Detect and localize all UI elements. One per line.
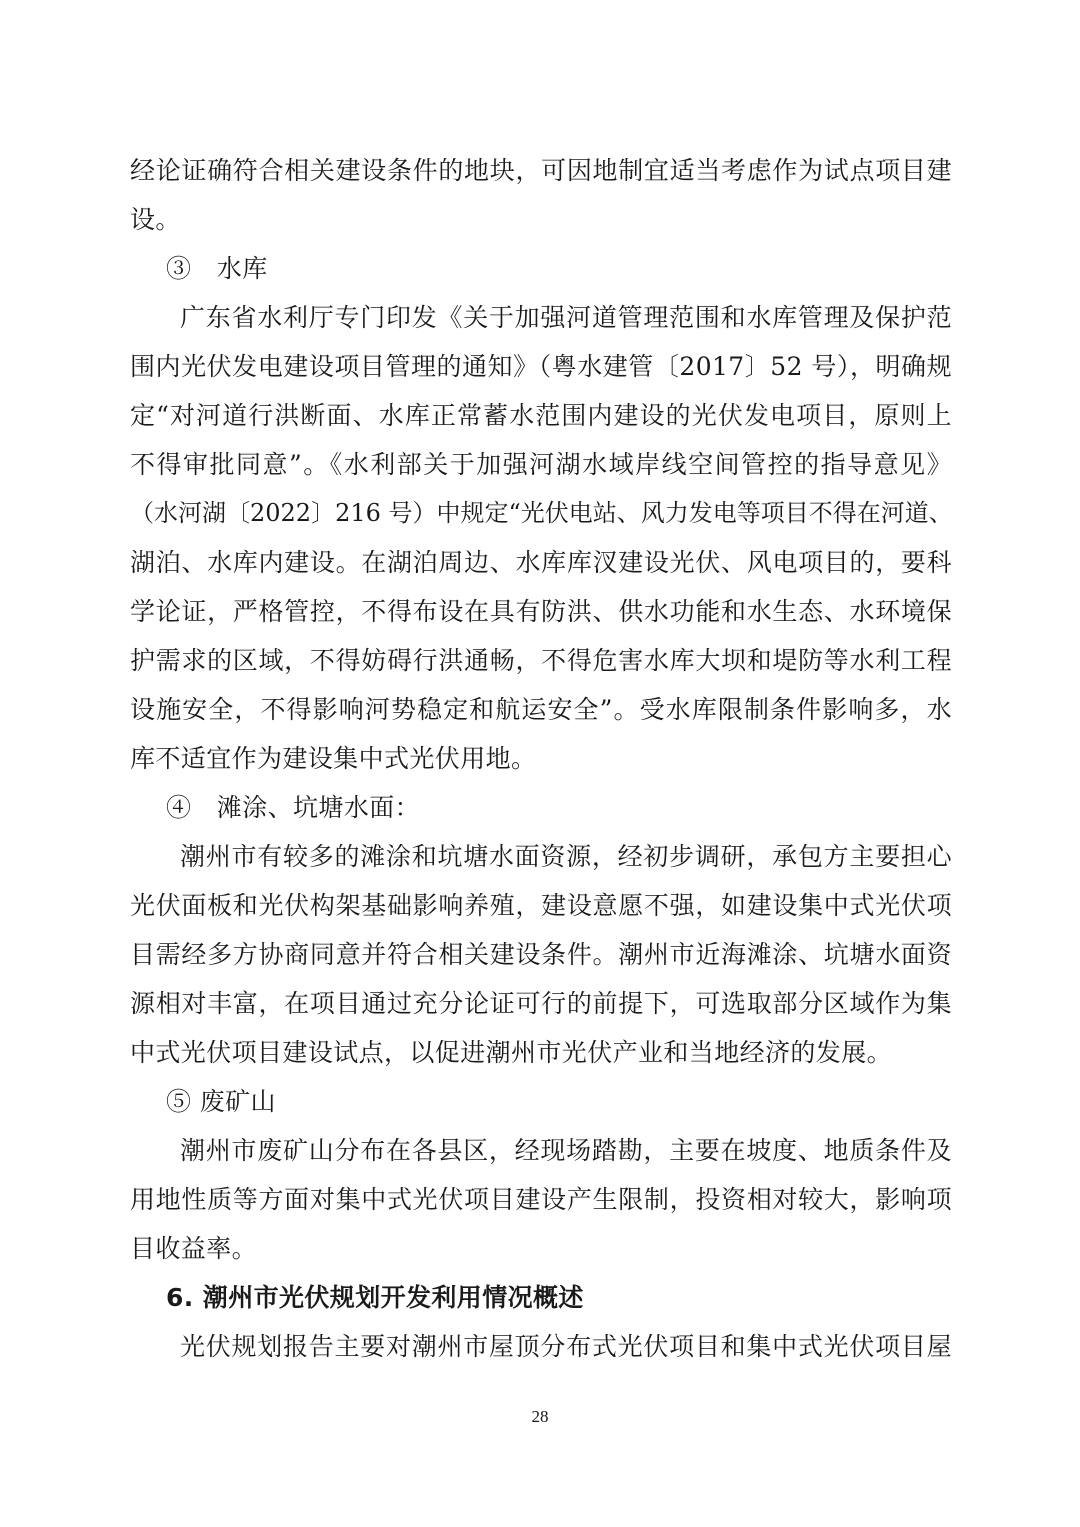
paragraph-line: 光伏面板和光伏构架基础影响养殖，建设意愿不强，如建设集中式光伏项 <box>130 891 952 920</box>
paragraph-line: 设施安全，不得影响河势稳定和航运安全”。受水库限制条件影响多，水 <box>130 695 952 724</box>
paragraph-line: 库不适宜作为建设集中式光伏用地。 <box>130 744 537 773</box>
paragraph-line: 目收益率。 <box>130 1234 258 1263</box>
paragraph-line: 围内光伏发电建设项目管理的通知》（粤水建管〔2017〕52 号），明确规 <box>130 352 952 381</box>
paragraph-line: 源相对丰富，在项目通过充分论证可行的前提下，可选取部分区域作为集 <box>130 989 952 1018</box>
paragraph-line: 定“对河道行洪断面、水库正常蓄水范围内建设的光伏发电项目，原则上 <box>130 401 952 430</box>
paragraph-line: 设。 <box>130 205 181 234</box>
paragraph-line: 潮州市有较多的滩涂和坑塘水面资源，经初步调研，承包方主要担心 <box>180 842 952 871</box>
paragraph-line: 不得审批同意”。《水利部关于加强河湖水域岸线空间管控的指导意见》 <box>130 450 952 479</box>
paragraph-line: 目需经多方协商同意并符合相关建设条件。潮州市近海滩涂、坑塘水面资 <box>130 940 952 969</box>
section-item-abandoned-mines: ⑤ 废矿山 <box>166 1087 276 1116</box>
paragraph-line: 学论证，严格管控，不得布设在具有防洪、供水功能和水生态、水环境保 <box>130 597 952 626</box>
paragraph-line: （水河湖〔2022〕216 号）中规定“光伏电站、风力发电等项目不得在河道、 <box>130 499 953 527</box>
paragraph-line: 广东省水利厅专门印发《关于加强河道管理范围和水库管理及保护范 <box>180 303 952 332</box>
paragraph-line: 中式光伏项目建设试点，以促进潮州市光伏产业和当地经济的发展。 <box>130 1038 893 1067</box>
paragraph-line: 经论证确符合相关建设条件的地块，可因地制宜适当考虑作为试点项目建 <box>130 156 952 185</box>
section-item-reservoir: ③ 水库 <box>166 254 268 283</box>
paragraph-line: 护需求的区域，不得妨碍行洪通畅，不得危害水库大坝和堤防等水利工程 <box>130 646 952 675</box>
page-number: 28 <box>531 1407 549 1426</box>
document-body <box>130 146 952 1371</box>
section-heading: 6. 潮州市光伏规划开发利用情况概述 <box>166 1283 584 1312</box>
paragraph-line: 潮州市废矿山分布在各县区，经现场踏勘，主要在坡度、地质条件及 <box>180 1136 952 1165</box>
section-item-tidal-flats: ④ 滩涂、坑塘水面： <box>166 793 421 822</box>
paragraph-line: 用地性质等方面对集中式光伏项目建设产生限制，投资相对较大，影响项 <box>130 1185 952 1214</box>
paragraph-line: 光伏规划报告主要对潮州市屋顶分布式光伏项目和集中式光伏项目屋 <box>180 1332 952 1361</box>
paragraph-line: 湖泊、水库内建设。在湖泊周边、水库库汊建设光伏、风电项目的，要科 <box>130 548 952 577</box>
